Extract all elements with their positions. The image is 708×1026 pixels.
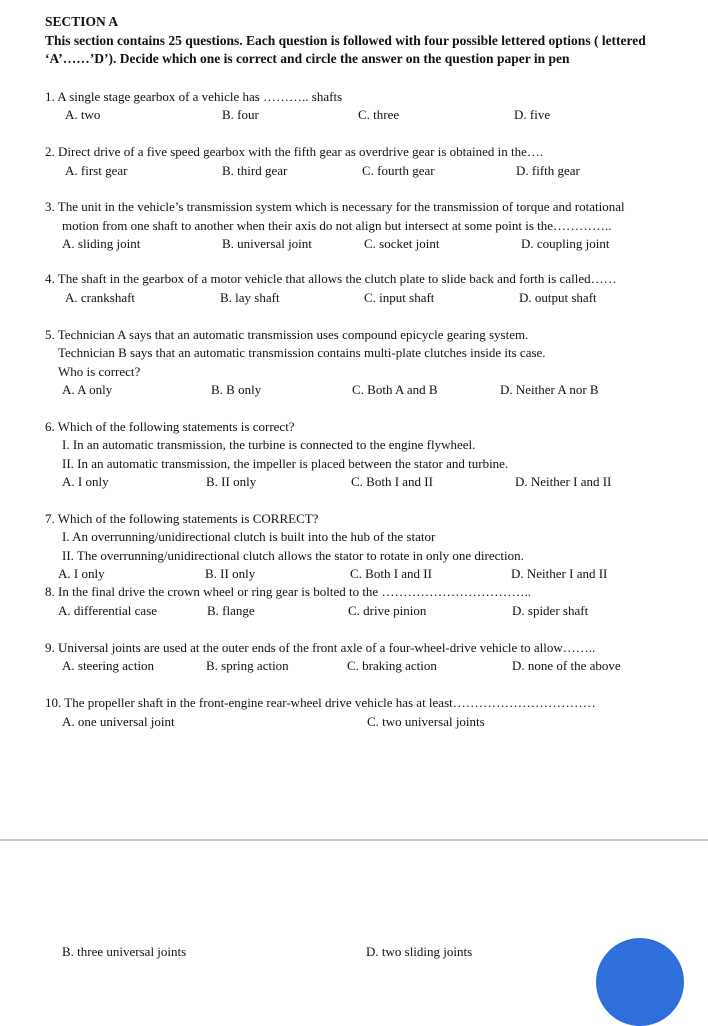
question-3-option-a[interactable]: A. sliding joint xyxy=(62,236,141,251)
instructions-line-2: ‘A’……’D’). Decide which one is correct and circle the answer on the question paper in pen xyxy=(45,51,570,66)
question-10-option-b[interactable]: B. three universal joints xyxy=(62,944,187,959)
floating-action-button[interactable] xyxy=(596,938,684,1026)
question-6-option-b[interactable]: B. II only xyxy=(206,474,257,489)
question-2-option-c[interactable]: C. fourth gear xyxy=(362,163,435,178)
question-5-option-b[interactable]: B. B only xyxy=(211,382,262,397)
question-6-text-line-3: II. In an automatic transmission, the impeller is placed between the stator and turbine. xyxy=(62,456,509,471)
instructions-line-1: This section contains 25 questions. Each question is followed with four possible lettered options ( lettered xyxy=(45,33,646,48)
question-9-option-d[interactable]: D. none of the above xyxy=(512,658,621,673)
question-9-option-b[interactable]: B. spring action xyxy=(206,658,289,673)
question-4-option-b[interactable]: B. lay shaft xyxy=(220,290,280,305)
question-2-option-a[interactable]: A. first gear xyxy=(65,163,128,178)
question-7-text-line-3: II. The overrunning/unidirectional clutch allows the stator to rotate in only one direction. xyxy=(62,548,524,563)
question-2-text: 2. Direct drive of a five speed gearbox with the fifth gear as overdrive gear is obtained in the…. xyxy=(45,144,544,159)
page-break-divider xyxy=(0,839,708,841)
question-6-option-c[interactable]: C. Both I and II xyxy=(351,474,433,489)
question-3-option-d[interactable]: D. coupling joint xyxy=(521,236,610,251)
question-10-option-c[interactable]: C. two universal joints xyxy=(367,714,485,729)
question-3-text-line-2: motion from one shaft to another when their axis do not align but intersect at some point is the………….. xyxy=(62,218,612,233)
question-6-option-d[interactable]: D. Neither I and II xyxy=(515,474,612,489)
question-1-text: 1. A single stage gearbox of a vehicle has ……….. shafts xyxy=(45,89,343,104)
question-8-text: 8. In the final drive the crown wheel or ring gear is bolted to the …………………………….. xyxy=(45,584,531,599)
question-8-option-b[interactable]: B. flange xyxy=(207,603,255,618)
question-7-option-b[interactable]: B. II only xyxy=(205,566,256,581)
question-10-option-d[interactable]: D. two sliding joints xyxy=(366,944,473,959)
question-3-option-c[interactable]: C. socket joint xyxy=(364,236,440,251)
question-5-text-line-2: Technician B says that an automatic transmission contains multi-plate clutches inside its case. xyxy=(58,345,546,360)
question-10-text: 10. The propeller shaft in the front-engine rear-wheel drive vehicle has at least…………………………… xyxy=(45,695,596,710)
question-7-option-d[interactable]: D. Neither I and II xyxy=(511,566,608,581)
question-9-option-a[interactable]: A. steering action xyxy=(62,658,155,673)
question-8-option-d[interactable]: D. spider shaft xyxy=(512,603,589,618)
question-4-text: 4. The shaft in the gearbox of a motor vehicle that allows the clutch plate to slide back and forth is called…… xyxy=(45,271,617,286)
question-4-option-c[interactable]: C. input shaft xyxy=(364,290,435,305)
question-5-option-c[interactable]: C. Both A and B xyxy=(352,382,438,397)
section-title: SECTION A xyxy=(45,14,119,29)
question-5-option-d[interactable]: D. Neither A nor B xyxy=(500,382,599,397)
question-3-text-line-1: 3. The unit in the vehicle’s transmission system which is necessary for the transmission of torque and rotational xyxy=(45,199,625,214)
question-2-option-b[interactable]: B. third gear xyxy=(222,163,288,178)
question-5-option-a[interactable]: A. A only xyxy=(62,382,113,397)
question-7-text-line-2: I. An overrunning/unidirectional clutch is built into the hub of the stator xyxy=(62,529,436,544)
question-1-option-a[interactable]: A. two xyxy=(65,107,101,122)
question-10-option-a[interactable]: A. one universal joint xyxy=(62,714,175,729)
question-2-option-d[interactable]: D. fifth gear xyxy=(516,163,580,178)
question-8-option-a[interactable]: A. differential case xyxy=(58,603,158,618)
question-4-option-a[interactable]: A. crankshaft xyxy=(65,290,136,305)
question-4-option-d[interactable]: D. output shaft xyxy=(519,290,597,305)
question-7-option-a[interactable]: A. I only xyxy=(58,566,105,581)
question-1-option-c[interactable]: C. three xyxy=(358,107,400,122)
question-5-text-line-1: 5. Technician A says that an automatic transmission uses compound epicycle gearing system. xyxy=(45,327,529,342)
question-7-option-c[interactable]: C. Both I and II xyxy=(350,566,432,581)
question-6-text-line-2: I. In an automatic transmission, the turbine is connected to the engine flywheel. xyxy=(62,437,476,452)
question-1-option-b[interactable]: B. four xyxy=(222,107,259,122)
question-8-option-c[interactable]: C. drive pinion xyxy=(348,603,427,618)
question-6-option-a[interactable]: A. I only xyxy=(62,474,109,489)
question-1-option-d[interactable]: D. five xyxy=(514,107,551,122)
question-5-text-line-3: Who is correct? xyxy=(58,364,141,379)
question-9-text: 9. Universal joints are used at the outer ends of the front axle of a four-wheel-drive vehicle to allow…….. xyxy=(45,640,596,655)
question-3-option-b[interactable]: B. universal joint xyxy=(222,236,312,251)
question-9-option-c[interactable]: C. braking action xyxy=(347,658,437,673)
question-7-text-line-1: 7. Which of the following statements is CORRECT? xyxy=(45,511,319,526)
question-6-text-line-1: 6. Which of the following statements is correct? xyxy=(45,419,295,434)
